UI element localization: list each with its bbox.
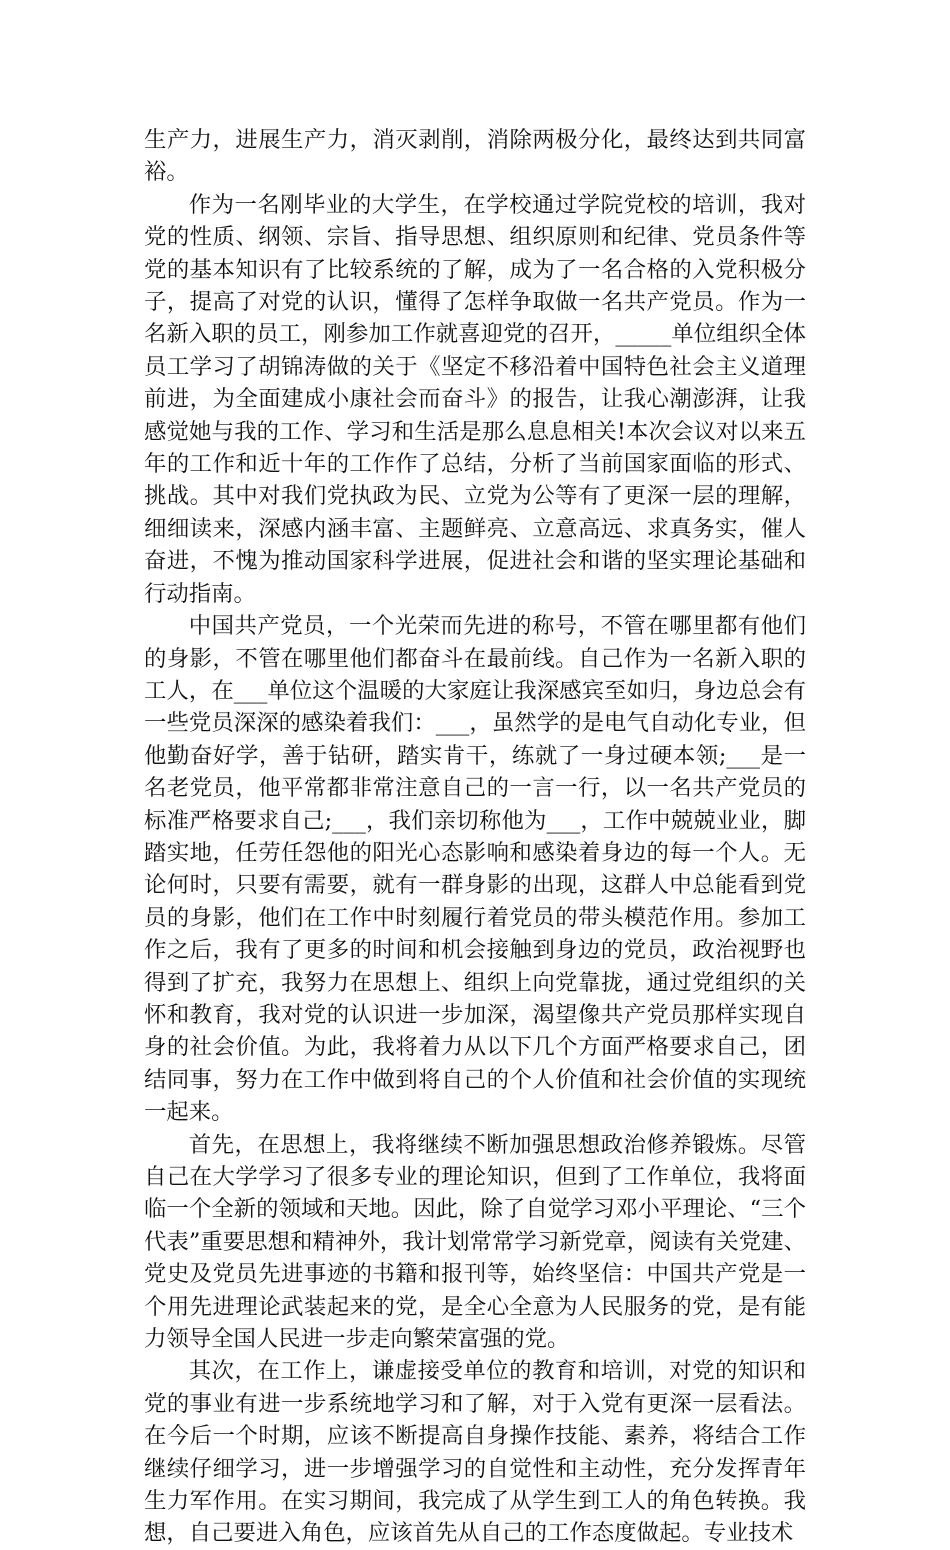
paragraph-2: 作为一名刚毕业的大学生，在学校通过学院党校的培训，我对党的性质、纲领、宗旨、指导思想、组织原则和纪律、党员条件等党的基本知识有了比较系统的了解，成为了一名合格的入党积极分子，提高了对党的认识，懂得了怎样争取做一名共产党员。作为一名新入职的员工，刚参加工作就喜迎党的召开，_____单位组织全体员工学习了胡锦涛做的关于《坚定不移沿着中国特色社会主义道理前进，为全面建成小康社会而奋斗》的报告，让我心潮澎湃，让我感觉她与我的工作、学习和生活是那么息息相关!本次会议对以来五年的工作和近十年的工作作了总结，分析了当前国家面临的形式、挑战。其中对我们党执政为民、立党为公等有了更深一层的理解，细细读来，深感内涵丰富、主题鲜亮、立意高远、求真务实，催人奋进，不愧为推动国家科学进展，促进社会和谐的坚实理论基础和行动指南。 xyxy=(144,191,806,607)
document-page xyxy=(144,124,806,1550)
paragraph-3: 中国共产党员，一个光荣而先进的称号，不管在哪里都有他们的身影，不管在哪里他们都奋斗在最前线。自己作为一名新入职的工人，在___单位这个温暖的大家庭让我深感宾至如归，身边总会有一些党员深深的感染着我们：___，虽然学的是电气自动化专业，但他勤奋好学，善于钻研，踏实肯干，练就了一身过硬本领;___是一名老党员，他平常都非常注意自己的一言一行，以一名共产党员的标准严格要求自己;___，我们亲切称他为___，工作中兢兢业业，脚踏实地，任劳任怨他的阳光心态影响和感染着身边的每一个人。无论何时，只要有需要，就有一群身影的出现，这群人中总能看到党员的身影，他们在工作中时刻履行着党员的带头模范作用。参加工作之后，我有了更多的时间和机会接触到身边的党员，政治视野也得到了扩充，我努力在思想上、组织上向党靠拢，通过党组织的关怀和教育，我对党的认识进一步加深，渴望像共产党员那样实现自身的社会价值。为此，我将着力从以下几个方面严格要求自己，团结同事，努力在工作中做到将自己的个人价值和社会价值的实现统一起来。 xyxy=(144,613,806,1126)
paragraph-1: 生产力，进展生产力，消灭剥削，消除两极分化，最终达到共同富裕。 xyxy=(144,127,806,186)
paragraph-5: 其次，在工作上，谦虚接受单位的教育和培训，对党的知识和党的事业有进一步系统地学习和了解，对于入党有更深一层看法。在今后一个时期，应该不断提高自身操作技能、素养，将结合工作继续仔细学习，进一步增强学习的自觉性和主动性，充分发挥青年生力军作用。在实习期间，我完成了从学生到工人的角色转换。我想，自己要进入角色，应该首先从自己的工作态度做起。专业技术 xyxy=(144,1358,806,1547)
paragraph-4: 首先，在思想上，我将继续不断加强思想政治修养锻炼。尽管自己在大学学习了很多专业的理论知识，但到了工作单位，我将面临一个全新的领域和天地。因此，除了自觉学习邓小平理论、“三个代表”重要思想和精神外，我计划常常学习新党章，阅读有关党建、党史及党员先进事迹的书籍和报刊等，始终坚信：中国共产党是一个用先进理论武装起来的党，是全心全意为人民服务的党，是有能力领导全国人民进一步走向繁荣富强的党。 xyxy=(144,1131,806,1353)
